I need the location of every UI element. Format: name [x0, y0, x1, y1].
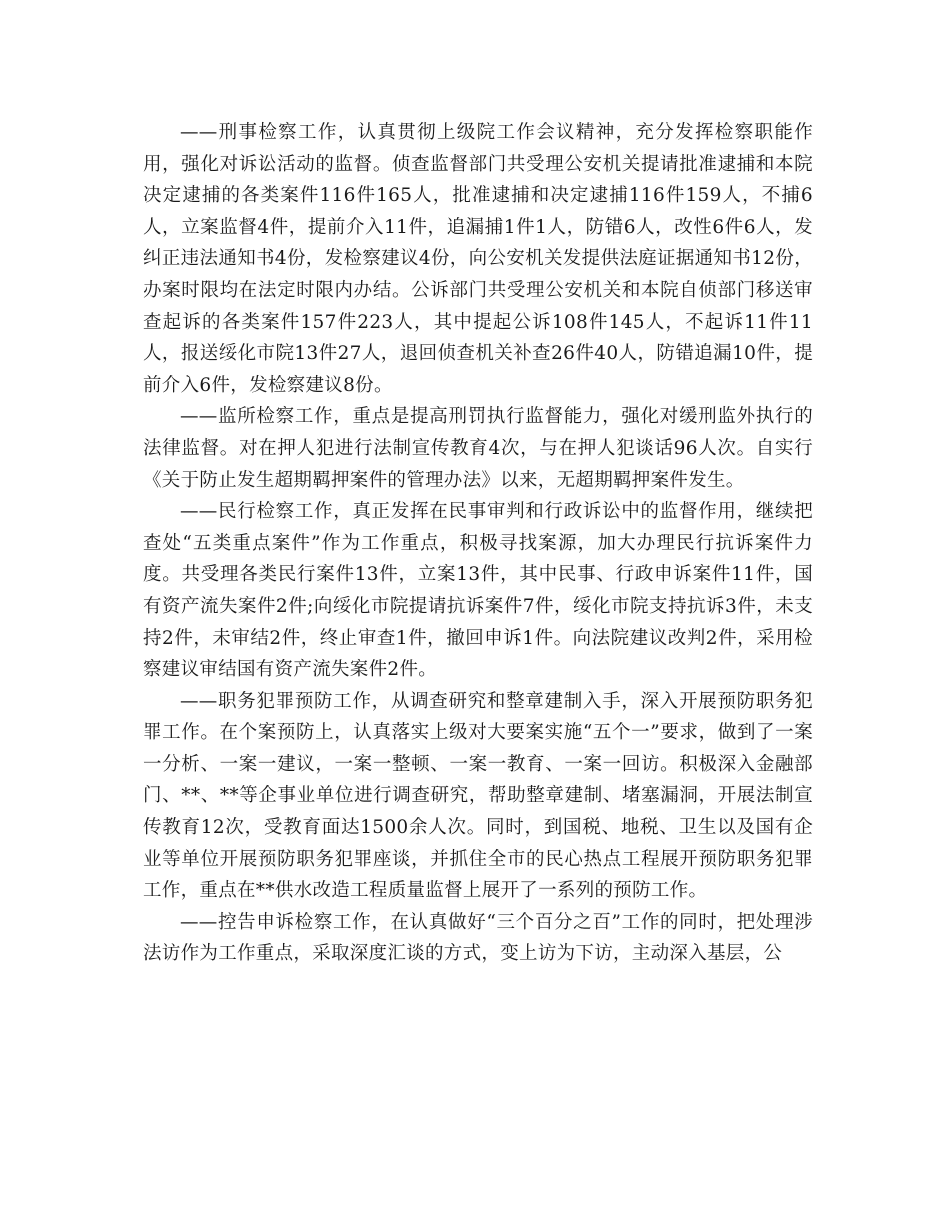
- paragraph-civil-administrative-procuratorate: ——民行检察工作，真正发挥在民事审判和行政诉讼中的监督作用，继续把查处“五类重点案件”作为工作重点，积极寻找案源，加大办理民行抗诉案件力度。共受理各类民行案件13件，立案13件，其中民事、行政申诉案件11件，国有资产流失案件2件;向绥化市院提请抗诉案件7件，绥化市院支持抗诉3件，未支持2件，未审结2件，终止审查1件，撤回申诉1件。向法院建议改判2件，采用检察建议审结国有资产流失案件2件。: [143, 501, 813, 681]
- paragraph-complaint-appeal-procuratorate: ——控告申诉检察工作，在认真做好“三个百分之百”工作的同时，把处理涉法访作为工作重点，采取深度汇谈的方式，变上访为下访，主动深入基层，公: [143, 911, 813, 965]
- document-body: [143, 117, 813, 970]
- paragraph-crime-prevention: ——职务犯罪预防工作，从调查研究和整章建制入手，深入开展预防职务犯罪工作。在个案预防上，认真落实上级对大要案实施“五个一”要求，做到了一案一分析、一案一建议，一案一整顿、一案一教育、一案一回访。积极深入金融部门、**、**等企事业单位进行调查研究，帮助整章建制、堵塞漏洞，开展法制宣传教育12次，受教育面达1500余人次。同时，到国税、地税、卫生以及国有企业等单位开展预防职务犯罪座谈，并抓住全市的民心热点工程展开预防职务犯罪工作，重点在**供水改造工程质量监督上展开了一系列的预防工作。: [143, 690, 813, 902]
- paragraph-criminal-procuratorate: ——刑事检察工作，认真贯彻上级院工作会议精神，充分发挥检察职能作用，强化对诉讼活动的监督。侦查监督部门共受理公安机关提请批准逮捕和本院决定逮捕的各类案件116件165人，批准逮捕和决定逮捕116件159人，不捕6人，立案监督4件，提前介入11件，追漏捕1件1人，防错6人，改性6件6人，发纠正违法通知书4份，发检察建议4份，向公安机关发提供法庭证据通知书12份，办案时限均在法定时限内办结。公诉部门共受理公安机关和本院自侦部门移送审查起诉的各类案件157件223人，其中提起公诉108件145人，不起诉11件11人，报送绥化市院13件27人，退回侦查机关补查26件40人，防错追漏10件，提前介入6件，发检察建议8份。: [143, 122, 813, 396]
- paragraph-prison-procuratorate: ——监所检察工作，重点是提高刑罚执行监督能力，强化对缓刑监外执行的法律监督。对在押人犯进行法制宣传教育4次，与在押人犯谈话96人次。自实行《关于防止发生超期羁押案件的管理办法》以来，无超期羁押案件发生。: [143, 406, 813, 491]
